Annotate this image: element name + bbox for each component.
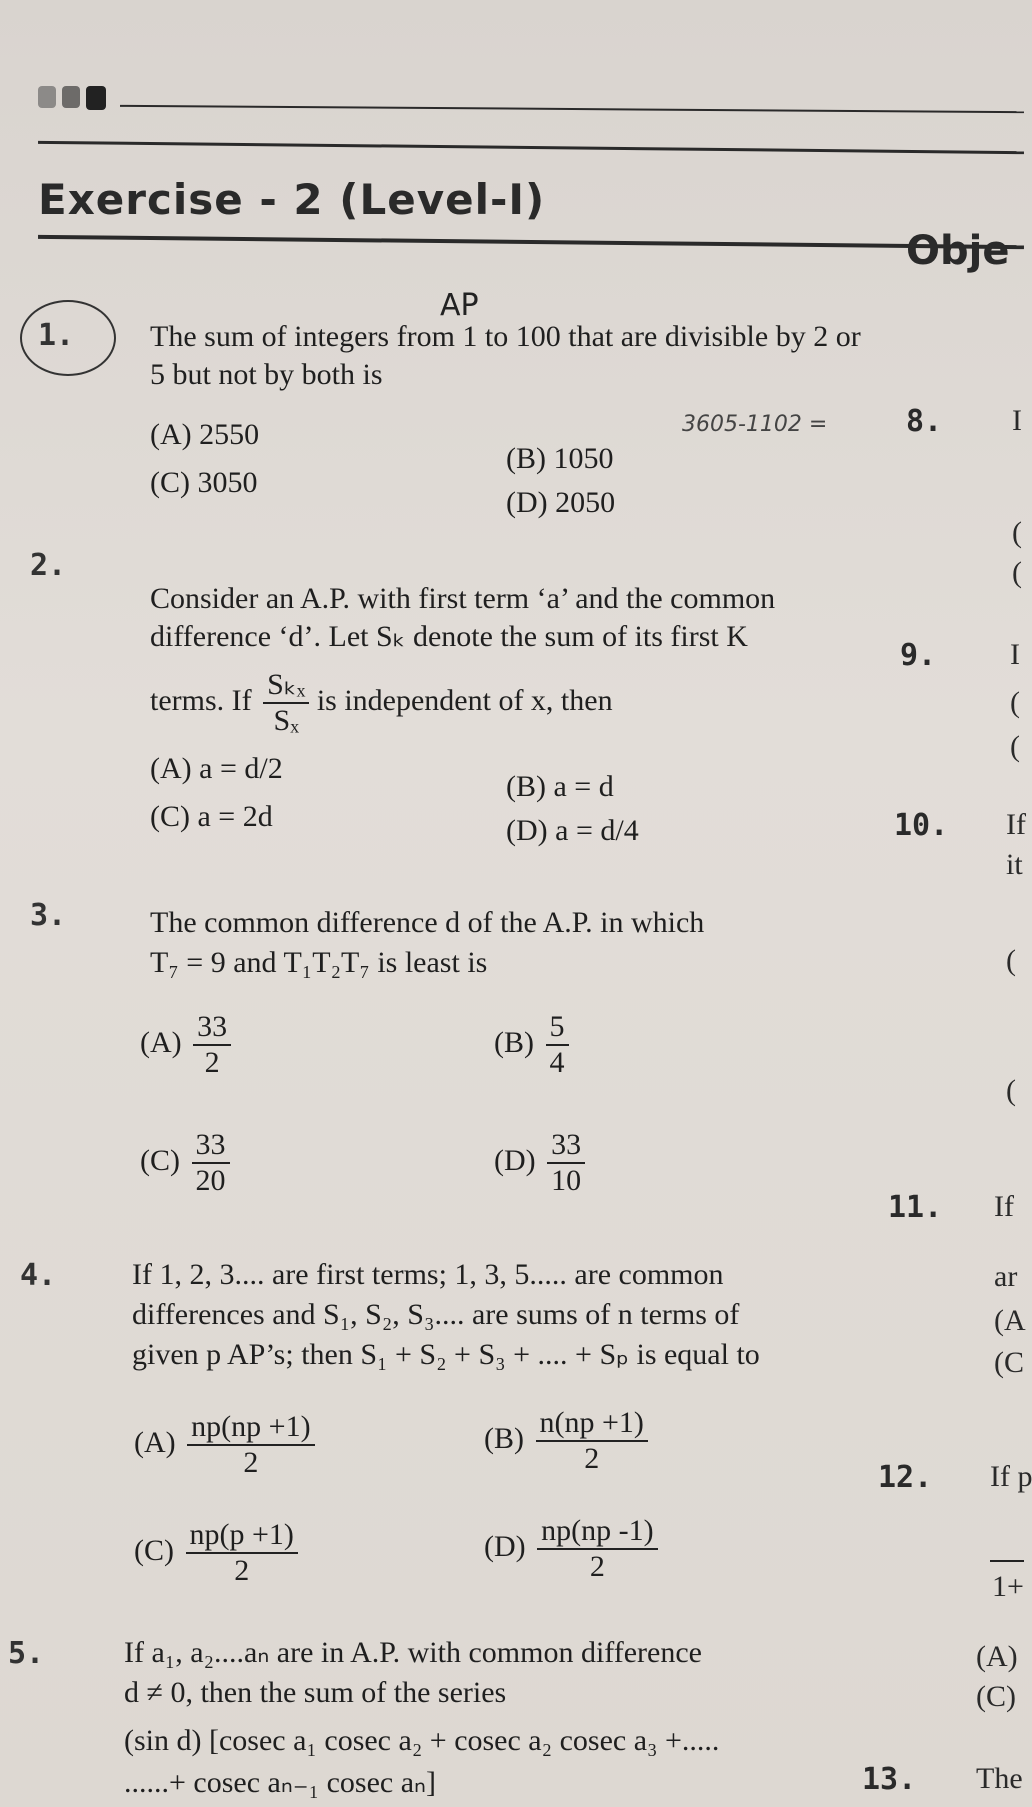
question-4-line-1: If 1, 2, 3.... are first terms; 1, 3, 5..... are common: [132, 1258, 724, 1291]
question-3-option-a-fraction: [193, 1010, 231, 1080]
header-upper-rule: [38, 141, 1024, 154]
right-fragment-7: If: [1006, 808, 1026, 841]
right-fragment-2: (: [1012, 516, 1022, 549]
question-1-option-b[interactable]: (B) 1050: [506, 442, 614, 475]
question-3-option-b-label: (B): [494, 1025, 534, 1059]
right-fragment-16: 1+: [992, 1570, 1024, 1603]
right-item-8: 8.: [906, 404, 943, 439]
exercise-title: Exercise - 2 (Level-I): [38, 175, 546, 224]
question-4-option-d-denominator: 2: [589, 1550, 605, 1583]
right-item-11: 11.: [888, 1190, 943, 1225]
question-3-option-c-numerator: 33: [192, 1128, 230, 1164]
question-3-option-c-fraction: [192, 1128, 230, 1198]
question-4-option-a-numerator: np(np +1): [187, 1410, 314, 1446]
question-4-option-d-fraction: [537, 1514, 657, 1584]
right-fraction-bar: [990, 1560, 1024, 1562]
right-item-12: 12.: [878, 1460, 933, 1495]
question-3-option-d-label: (D): [494, 1143, 536, 1177]
question-4-option-c-fraction: [186, 1518, 298, 1588]
question-3-option-a-denominator: 2: [204, 1046, 220, 1079]
right-fragment-13: (A: [994, 1304, 1026, 1337]
question-2-option-a[interactable]: (A) a = d/2: [150, 752, 283, 785]
question-3-option-b[interactable]: [494, 1010, 569, 1080]
question-4-option-c-numerator: np(p +1): [186, 1518, 298, 1554]
question-2-line-2: difference ‘d’. Let Sₖ denote the sum of its first K: [150, 620, 748, 653]
right-item-9: 9.: [900, 638, 937, 673]
question-3-line-2: T₇ = 9 and T₁T₂T₇ is least is: [150, 946, 488, 979]
question-3-option-b-denominator: 4: [549, 1046, 565, 1079]
question-4-option-c[interactable]: [134, 1518, 298, 1588]
question-5-line-3: (sin d) [cosec a₁ cosec a₂ + cosec a₂ cosec a₃ +.....: [124, 1724, 720, 1757]
right-fragment-3: (: [1012, 556, 1022, 589]
question-4-line-2: differences and S₁, S₂, S₃.... are sums of n terms of: [132, 1298, 740, 1331]
question-2-number: 2.: [30, 548, 67, 583]
question-2-fraction-denominator: Sₓ: [273, 704, 299, 737]
question-2-line-3-post: is independent of x, then: [316, 683, 613, 717]
question-4-option-b-fraction: [536, 1406, 648, 1476]
question-3-option-a-label: (A): [140, 1025, 182, 1059]
question-3-option-b-numerator: 5: [546, 1010, 569, 1046]
question-5-line-1: If a₁, a₂....aₙ are in A.P. with common difference: [124, 1636, 702, 1669]
right-fragment-11: If: [994, 1190, 1014, 1223]
question-4-option-a-fraction: [187, 1410, 314, 1480]
question-4-option-a-denominator: 2: [243, 1446, 259, 1479]
question-4-option-d-numerator: np(np -1): [537, 1514, 657, 1550]
right-fragment-1: I: [1012, 404, 1022, 437]
question-5-number: 5.: [8, 1636, 45, 1671]
question-3-option-d-numerator: 33: [547, 1128, 585, 1164]
question-3-option-b-fraction: [546, 1010, 569, 1080]
question-5-line-2: d ≠ 0, then the sum of the series: [124, 1676, 507, 1709]
question-4-option-c-denominator: 2: [234, 1554, 250, 1587]
right-fragment-8: it: [1006, 848, 1023, 881]
question-1-option-a[interactable]: (A) 2550: [150, 418, 260, 451]
question-3-option-d[interactable]: [494, 1128, 585, 1198]
right-fragment-15: If p: [990, 1460, 1032, 1493]
question-2-option-d[interactable]: (D) a = d/4: [506, 814, 639, 847]
question-5-line-4: ......+ cosec aₙ₋₁ cosec aₙ]: [124, 1766, 436, 1799]
topic-label: AP: [440, 288, 479, 323]
question-4-option-a-label: (A): [134, 1425, 176, 1459]
right-item-13: 13.: [862, 1762, 917, 1797]
right-fragment-17: (A): [976, 1640, 1018, 1673]
question-3-option-c-label: (C): [140, 1143, 180, 1177]
question-4-option-d-label: (D): [484, 1529, 526, 1563]
right-fragment-10: (: [1006, 1074, 1016, 1107]
right-fragment-4: I: [1010, 638, 1020, 671]
question-3-number: 3.: [30, 898, 67, 933]
header-top-rule: [120, 105, 1024, 113]
question-2-line-3-pre: terms. If: [150, 683, 252, 717]
right-fragment-12: ar: [994, 1260, 1018, 1293]
question-2-fraction: [263, 668, 309, 738]
question-4-line-3: given p AP’s; then S₁ + S₂ + S₃ + .... + Sₚ is equal to: [132, 1338, 760, 1371]
question-2-option-c[interactable]: (C) a = 2d: [150, 800, 273, 833]
question-3-line-1: The common difference d of the A.P. in which: [150, 906, 705, 939]
question-4-option-b[interactable]: [484, 1406, 648, 1476]
question-2-fraction-numerator: Sₖₓ: [263, 668, 309, 704]
question-4-option-b-numerator: n(np +1): [536, 1406, 648, 1442]
question-3-option-c[interactable]: [140, 1128, 230, 1198]
header-lower-rule: [38, 235, 1024, 249]
question-2-line-3: [150, 668, 613, 738]
right-fragment-5: (: [1010, 686, 1020, 719]
question-2-line-1: Consider an A.P. with first term ‘a’ and the common: [150, 582, 776, 615]
right-fragment-9: (: [1006, 944, 1016, 977]
right-item-10: 10.: [894, 808, 949, 843]
question-4-option-a[interactable]: [134, 1410, 315, 1480]
question-1-text: The sum of integers from 1 to 100 that are divisible by 2 or 5 but not by both is: [150, 320, 861, 391]
question-4-option-b-label: (B): [484, 1421, 524, 1455]
right-fragment-18: (C): [976, 1680, 1016, 1713]
question-3-option-d-denominator: 10: [551, 1164, 582, 1197]
question-4-option-c-label: (C): [134, 1533, 174, 1567]
question-3-option-d-fraction: [547, 1128, 585, 1198]
question-1-number: 1.: [38, 318, 75, 353]
question-2-option-b[interactable]: (B) a = d: [506, 770, 614, 803]
question-4-option-b-denominator: 2: [584, 1442, 600, 1475]
question-4-number: 4.: [20, 1258, 57, 1293]
question-1-option-c[interactable]: (C) 3050: [150, 466, 258, 499]
question-4-option-d[interactable]: [484, 1514, 658, 1584]
right-fragment-14: (C: [994, 1346, 1024, 1379]
question-3-option-c-denominator: 20: [195, 1164, 226, 1197]
question-1-option-d[interactable]: (D) 2050: [506, 486, 616, 519]
question-3-option-a[interactable]: [140, 1010, 231, 1080]
question-3-option-a-numerator: 33: [193, 1010, 231, 1046]
right-fragment-19: The: [976, 1762, 1023, 1795]
right-fragment-6: (: [1010, 730, 1020, 763]
handwritten-note: 3605-1102 =: [682, 412, 828, 437]
side-title: Obje: [906, 228, 1010, 274]
